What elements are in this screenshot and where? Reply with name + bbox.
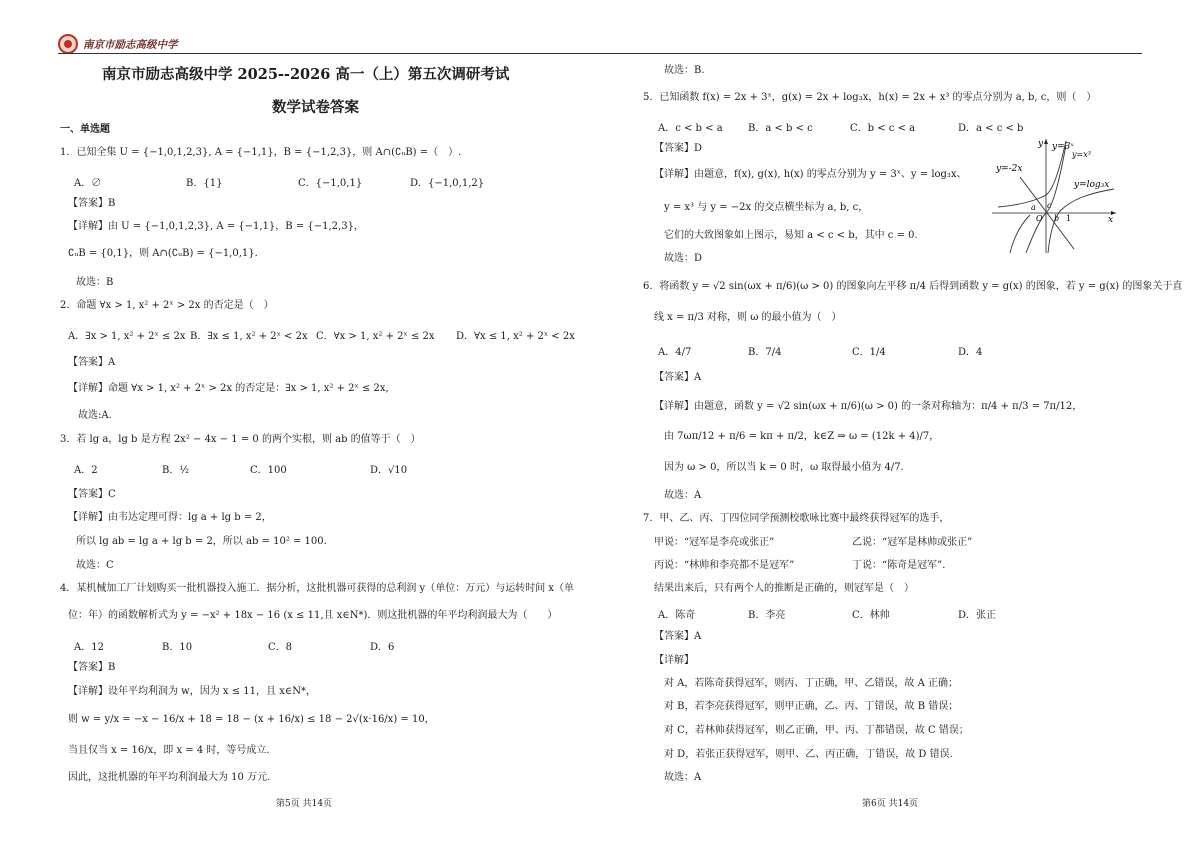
- q1-detail-2: ∁ᵤB = {0,1}，则 A∩(∁ᵤB) = {−1,0,1}.: [68, 248, 258, 259]
- q3-stem: 3．若 lg a，lg b 是方程 2x² − 4x − 1 = 0 的两个实根，则 ab 的值等于（ ）: [60, 434, 421, 445]
- q6-detail-1: 【详解】由题意，函数 y = √2 sin(ωx + π/6)(ω > 0) 的一条对称轴为：π/4 + π/3 = 7π/12，: [654, 401, 1083, 412]
- q5-option-d: D．a < c < b: [958, 123, 1024, 134]
- q7-detail-a: 对 A，若陈奇获得冠军，则丙、丁正确，甲、乙错误，故 A 正确；: [664, 678, 958, 689]
- q1-option-d: D．{−1,0,1,2}: [410, 178, 485, 189]
- q3-option-a: A．2: [74, 465, 98, 476]
- q3-option-d: D．√10: [370, 465, 408, 476]
- label-a: a: [1031, 203, 1036, 212]
- q5-option-b: B．a < b < c: [748, 123, 813, 134]
- q7-detail-d: 对 D，若张正获得冠军，则甲、乙、丙正确，丁错误，故 D 错误.: [664, 749, 953, 760]
- label-line: y=-2x: [996, 164, 1023, 174]
- q4-answer: 【答案】B: [68, 662, 116, 673]
- curve-aux: [1010, 215, 1030, 253]
- y-axis-arrow-icon: [1044, 139, 1048, 144]
- q5-option-c: C．b < c < a: [850, 123, 916, 134]
- school-logo: [58, 34, 178, 54]
- q5-detail-3: 它们的大致图象如上图示，易知 a < c < b，其中 c = 0.: [664, 230, 918, 241]
- q2-detail-1: 【详解】命题 ∀x > 1, x² + 2ˣ > 2x 的否定是：∃x > 1, x² + 2ˣ ≤ 2x,: [68, 383, 389, 394]
- q6-option-a: A．4/7: [658, 347, 692, 358]
- q3-option-b: B．½: [162, 465, 190, 476]
- school-seal-icon: [58, 34, 78, 54]
- q4-option-c: C．8: [268, 642, 293, 653]
- q5-detail-2: y = x³ 与 y = −2x 的交点横坐标为 a, b, c，: [664, 202, 869, 213]
- q7-stem: 7．甲、乙、丙、丁四位同学预测校歌咏比赛中最终获得冠军的选手，: [643, 513, 950, 524]
- q6-option-b: B．7/4: [748, 347, 782, 358]
- exam-subtitle: 数学试卷答案: [272, 99, 359, 116]
- q7-detail-label: 【详解】: [654, 655, 694, 666]
- q6-option-c: C．1/4: [852, 347, 886, 358]
- q7-statement-bing: 丙说：“林帅和李亮都不是冠军”: [654, 560, 795, 571]
- q6-stem-2: 线 x = π/3 对称，则 ω 的最小值为（ ）: [654, 312, 842, 323]
- section-heading: 一、单选题: [60, 124, 110, 135]
- school-name: 南京市励志高级中学: [83, 38, 178, 51]
- page-number-left: 第5页 共14页: [276, 799, 333, 809]
- label-y: y: [1038, 139, 1044, 149]
- q6-detail-2: 由 7ωπ/12 + π/6 = kπ + π/2，k∈Z ⇒ ω = (12k + 4)/7，: [664, 431, 940, 442]
- q3-answer: 【答案】C: [68, 489, 116, 500]
- q7-statement-yi: 乙说：“冠军是林帅或张正”: [852, 537, 973, 548]
- q5-choose: 故选：D: [664, 253, 703, 264]
- label-log: y=log₃x: [1074, 180, 1110, 190]
- function-graph: [990, 137, 1118, 255]
- q2-option-a: A．∃x > 1, x² + 2ˣ ≤ 2x: [68, 331, 186, 342]
- q6-answer: 【答案】A: [654, 372, 702, 383]
- q4-detail-3: 当且仅当 x = 16/x，即 x = 4 时，等号成立.: [68, 745, 270, 756]
- q2-choose: 故选:A.: [78, 410, 112, 421]
- q7-option-a: A．陈奇: [658, 610, 696, 621]
- q6-detail-3: 因为 ω > 0，所以当 k = 0 时，ω 取得最小值为 4/7.: [664, 462, 904, 473]
- q7-option-d: D．张正: [958, 610, 997, 621]
- q4-option-b: B．10: [162, 642, 193, 653]
- q2-option-b: B．∃x ≤ 1, x² + 2ˣ < 2x: [190, 331, 308, 342]
- q3-detail-1: 【详解】由韦达定理可得：lg a + lg b = 2，: [68, 512, 272, 523]
- q2-stem: 2．命题 ∀x > 1, x² + 2ˣ > 2x 的否定是（ ）: [60, 300, 274, 311]
- label-origin: O: [1036, 214, 1043, 223]
- q5-stem: 5．已知函数 f(x) = 2x + 3ˣ，g(x) = 2x + log₃x，h(x) = 2x + x³ 的零点分别为 a, b, c，则（ ）: [643, 92, 1097, 103]
- q5-detail-1: 【详解】由题意，f(x), g(x), h(x) 的零点分别为 y = 3ˣ、y = log₃x、: [654, 169, 967, 180]
- label-exp: y=3ˣ: [1052, 142, 1074, 152]
- q1-answer: 【答案】B: [68, 198, 116, 209]
- q7-detail-c: 对 C，若林帅获得冠军，则乙正确，甲、丙、丁都错误，故 C 错误；: [664, 725, 969, 736]
- exam-title: 南京市励志高级中学 2025--2026 高一（上）第五次调研考试: [102, 66, 510, 83]
- label-one: 1: [1066, 214, 1072, 223]
- q7-option-c: C．林帅: [852, 610, 890, 621]
- q2-answer: 【答案】A: [68, 357, 116, 368]
- q3-option-c: C．100: [250, 465, 287, 476]
- q7-statement-jia: 甲说：“冠军是李亮或张正”: [654, 537, 775, 548]
- q7-result: 结果出来后，只有两个人的推断是正确的，则冠军是（ ）: [654, 583, 914, 594]
- q4-detail-4: 因此，这批机器的年平均利润最大为 10 万元.: [68, 772, 271, 783]
- q5-answer: 【答案】D: [654, 143, 703, 154]
- header-rule: [58, 53, 1142, 54]
- q7-choose: 故选：A: [664, 772, 702, 783]
- q1-choose: 故选：B: [76, 277, 114, 288]
- q2-option-c: C．∀x > 1, x² + 2ˣ ≤ 2x: [316, 331, 435, 342]
- q4-option-d: D．6: [370, 642, 395, 653]
- page-number-right: 第6页 共14页: [862, 799, 919, 809]
- q4-stem-2: 位：年）的函数解析式为 y = −x² + 18x − 16 (x ≤ 11,且 x∈N*)．则这批机器的年平均利润最大为（ ）: [68, 610, 558, 621]
- q1-stem: 1．已知全集 U = {−1,0,1,2,3}, A = {−1,1}，B = {−1,2,3}，则 A∩(∁ᵤB) =（ ）.: [60, 147, 462, 158]
- q7-detail-b: 对 B，若李亮获得冠军，则甲正确，乙、丙、丁错误，故 B 错误；: [664, 701, 959, 712]
- q6-stem-1: 6．将函数 y = √2 sin(ωx + π/6)(ω > 0) 的图象向左平移 π/4 后得到函数 y = g(x) 的图象，若 y = g(x) 的图象关于直: [643, 281, 1183, 292]
- prev-choose: 故选：B.: [664, 65, 705, 76]
- q7-option-b: B．李亮: [748, 610, 786, 621]
- q1-option-c: C．{−1,0,1}: [298, 178, 363, 189]
- label-c: c: [1047, 201, 1052, 210]
- q4-detail-2: 则 w = y/x = −x − 16/x + 18 = 18 − (x + 16/x) ≤ 18 − 2√(x·16/x) = 10，: [68, 714, 435, 725]
- q5-option-a: A．c < b < a: [658, 123, 723, 134]
- label-x: x: [1108, 215, 1114, 225]
- q4-stem-1: 4．某机械加工厂计划购买一批机器投入施工．据分析，这批机器可获得的总利润 y（单位：万元）与运转时间 x（单: [60, 583, 575, 594]
- q1-detail-1: 【详解】由 U = {−1,0,1,2,3}, A = {−1,1}，B = {−1,2,3}，: [68, 221, 364, 232]
- q3-detail-2: 所以 lg ab = lg a + lg b = 2，所以 ab = 10² = 100.: [76, 536, 327, 547]
- q1-option-b: B．{1}: [186, 178, 223, 189]
- q7-answer: 【答案】A: [654, 631, 702, 642]
- q6-option-d: D．4: [958, 347, 983, 358]
- q4-detail-1: 【详解】设年平均利润为 w，因为 x ≤ 11，且 x∈N*，: [68, 686, 316, 697]
- q2-option-d: D．∀x ≤ 1, x² + 2ˣ < 2x: [456, 331, 575, 342]
- label-cubic: y=x³: [1072, 150, 1091, 159]
- q6-choose: 故选：A: [664, 490, 702, 501]
- q1-option-a: A．∅: [74, 178, 102, 189]
- q3-choose: 故选：C: [76, 560, 114, 571]
- q7-statement-ding: 丁说：“陈奇是冠军”．: [852, 560, 953, 571]
- label-b: b: [1054, 214, 1060, 223]
- q4-option-a: A．12: [74, 642, 104, 653]
